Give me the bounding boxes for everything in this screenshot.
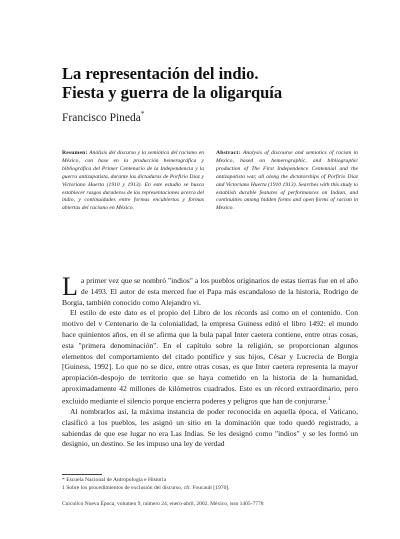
title-line-1: La representación del indio. xyxy=(62,64,259,83)
footnotes xyxy=(62,477,358,492)
paragraph-2-text: El estilo de este dato es el propio del Libro de los récords así como en el contenido. Con motivo del v Centenario de la colonialidad, la empresa Guiness editó el libro 1492: el mundo hace quinientos años, en él se afirma que la bula papal Inter caetera contiene, entre otras cosas, esta "primera denominación". En el capítulo sobre la religión, se proporcionan algunos elementos del comportamiento del citado pontífice y sus hijos, César y Lucrecia de Borgia [Guiness, 1992]. Lo que no se dice, entre otras cosas, es que Inter caetera representa la mayor apropiación-despojo de territorio que se haya cometido en la historia de la humanidad, aproximadamente 42 millones de kilómetros cuadrados. Este es un récord extraordinario, pero excluido mediante el silencio porque encierra poderes y peligros que han de conjurarse. xyxy=(62,308,358,406)
paragraph-2 xyxy=(62,308,358,407)
author-line xyxy=(62,110,144,124)
paragraph-1 xyxy=(62,272,358,308)
footnote-divider xyxy=(62,474,102,475)
abstract-english-text: Analysis of discourse and semiotics of racism in Mexico, based on hemerographic, and bibliographic production of The First Independence Centennial and the antizapatista war, all along the dictatorships of Porfirio Díaz and Victoriano Huerta (1910 1913). Searches with this study to establish durable features of performances on Indian, and continuities among hidden forms and open forms of racism in Mexico. xyxy=(216,150,358,212)
drop-cap: L xyxy=(62,272,78,301)
abstract-spanish-text: Análisis del discurso y la semiótica del racismo en México, con base en la producción hemerográfica y bibliográfica del Primer Centenario de la Independencia y la guerra antizapatista, durante las dictaduras de Porfirio Díaz y Victoriano Huerta (1910 y 1913). En este estudio se busca establecer rasgos duraderos de las representaciones acerca del indio, y continuidades entre formas encubiertas y formas abiertas del racismo en México. xyxy=(62,150,204,212)
author-name: Francisco Pineda xyxy=(62,111,141,124)
footnote-2: 1 Sobre los procedimientos de exclusión del discurso, cfr. Foucault [1970]. xyxy=(62,484,230,491)
paragraph-1-text: a primer vez que se nombró "indios" a los pueblos originarios de estas tierras fue en el año de 1493. El autor de esta merced fue el Papa más escandaloso de la historia, Rodrigo de Borgia, también conocido como Alejandro vi. xyxy=(62,276,358,307)
article-title xyxy=(62,64,382,102)
paragraph-3-text: Al nombrarlos así, la máxima instancia de poder reconocida en aquella época, el Vaticano, clasificó a los pueblos, les asignó un sitio en la dominación que todo quedó registrado, a sabiendas de que ese lugar no era Las Indias. Se les designó como "indios" y se les formó un designio, un destino. Se les impuso una ley de verdad xyxy=(62,407,358,449)
paragraph-2-footnote-mark: 1 xyxy=(327,396,331,402)
abstract-english-label: Abstract: xyxy=(216,150,241,156)
abstract-english xyxy=(216,150,358,213)
paragraph-3 xyxy=(62,407,358,450)
abstract-spanish-label: Resumen: xyxy=(62,150,88,156)
title-line-2: Fiesta y guerra de la oligarquía xyxy=(62,83,283,102)
article-body xyxy=(62,272,358,450)
journal-footer: Cuicuilco Nueva Época, volumen 9, número 24, enero-abril, 2002, México, issn 1405-7778 xyxy=(62,501,264,507)
footnote-1: * Escuela Nacional de Antropología e Historia xyxy=(62,477,167,483)
abstracts xyxy=(62,150,358,213)
author-footnote-mark: * xyxy=(140,110,145,118)
abstract-spanish xyxy=(62,150,204,213)
